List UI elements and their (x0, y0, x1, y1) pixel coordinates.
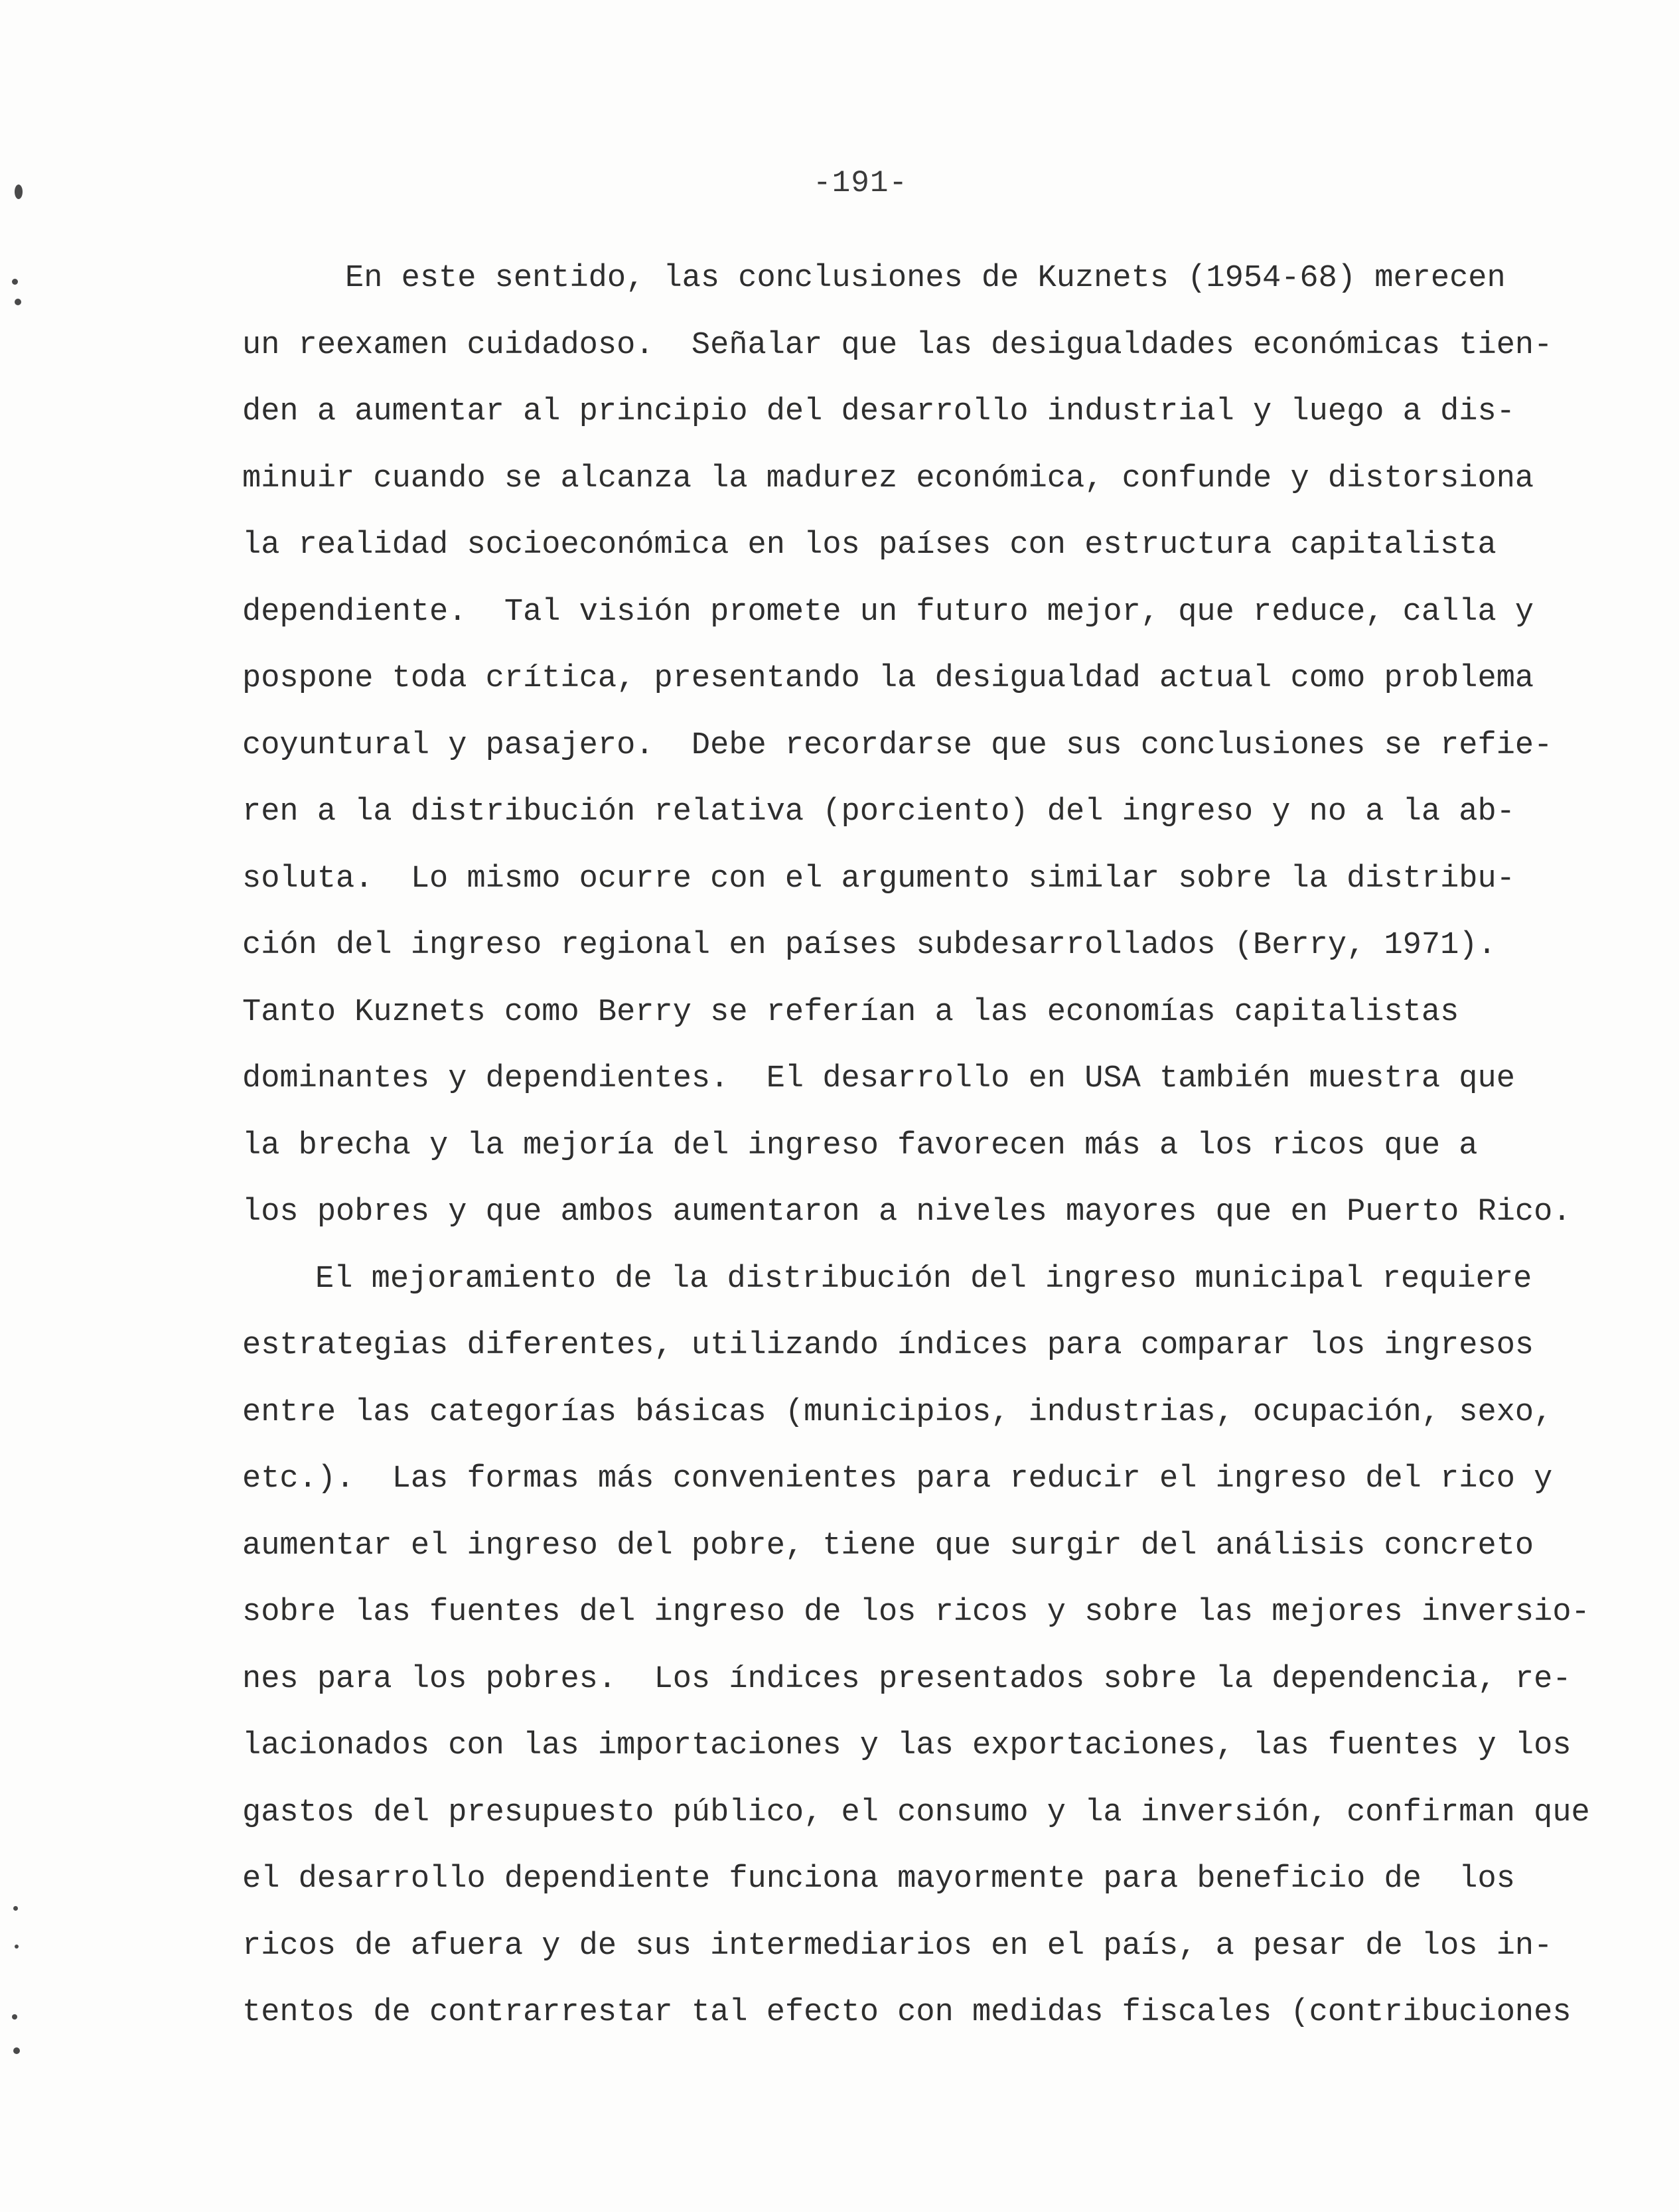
body-text (242, 246, 1590, 2047)
text-line: den a aumentar al principio del desarrollo industrial y luego a dis- (242, 394, 1515, 429)
margin-mark (13, 2047, 20, 2054)
text-line: nes para los pobres. Los índices presentados sobre la dependencia, re- (242, 1661, 1571, 1697)
text-line: la brecha y la mejoría del ingreso favorecen más a los ricos que a (242, 1128, 1478, 1163)
text-line: ción del ingreso regional en países subdesarrollados (Berry, 1971). (242, 928, 1497, 963)
text-line: minuir cuando se alcanza la madurez económica, confunde y distorsiona (242, 461, 1534, 496)
text-line: pospone toda crítica, presentando la desigualdad actual como problema (242, 661, 1534, 696)
text-line: Tanto Kuznets como Berry se referían a las economías capitalistas (242, 994, 1459, 1030)
text-line: gastos del presupuesto público, el consumo y la inversión, confirman que (242, 1795, 1590, 1830)
text-line: tentos de contrarrestar tal efecto con medidas fiscales (contribuciones (242, 1995, 1571, 2030)
text-line: sobre las fuentes del ingreso de los ricos y sobre las mejores inversio- (242, 1595, 1590, 1630)
text-line: dependiente. Tal visión promete un futuro mejor, que reduce, calla y (242, 594, 1534, 630)
text-line: lacionados con las importaciones y las exportaciones, las fuentes y los (242, 1728, 1571, 1763)
text-line: etc.). Las formas más convenientes para reducir el ingreso del rico y (242, 1461, 1553, 1497)
text-line: los pobres y que ambos aumentaron a niveles mayores que en Puerto Rico. (242, 1195, 1571, 1230)
margin-mark (12, 2014, 17, 2020)
text-line: coyuntural y pasajero. Debe recordarse que sus conclusiones se refie- (242, 727, 1553, 763)
margin-mark (12, 279, 18, 285)
page-number: -191- (813, 166, 909, 200)
margin-mark (13, 1906, 18, 1911)
text-line: estrategias diferentes, utilizando índices para comparar los ingresos (242, 1328, 1534, 1363)
margin-mark (15, 184, 23, 199)
text-line: dominantes y dependientes. El desarrollo en USA también muestra que (242, 1061, 1515, 1096)
margin-mark (15, 299, 21, 305)
text-line: ricos de afuera y de sus intermediarios en el país, a pesar de los in- (242, 1928, 1553, 1964)
text-line: el desarrollo dependiente funciona mayormente para beneficio de los (242, 1862, 1515, 1897)
margin-mark (15, 1945, 19, 1949)
text-line: soluta. Lo mismo ocurre con el argumento similar sobre la distribu- (242, 861, 1515, 897)
text-line: aumentar el ingreso del pobre, tiene que surgir del análisis concreto (242, 1528, 1534, 1564)
text-line: la realidad socioeconómica en los países con estructura capitalista (242, 528, 1497, 563)
text-line: El mejoramiento de la distribución del ingreso municipal requiere (315, 1261, 1532, 1297)
text-line: entre las categorías básicas (municipios, industrias, ocupación, sexo, (242, 1394, 1553, 1430)
text-line: En este sentido, las conclusiones de Kuznets (1954-68) merecen (345, 261, 1506, 296)
text-line: un reexamen cuidadoso. Señalar que las desigualdades económicas tien- (242, 327, 1553, 363)
text-line: ren a la distribución relativa (porciento) del ingreso y no a la ab- (242, 794, 1515, 830)
